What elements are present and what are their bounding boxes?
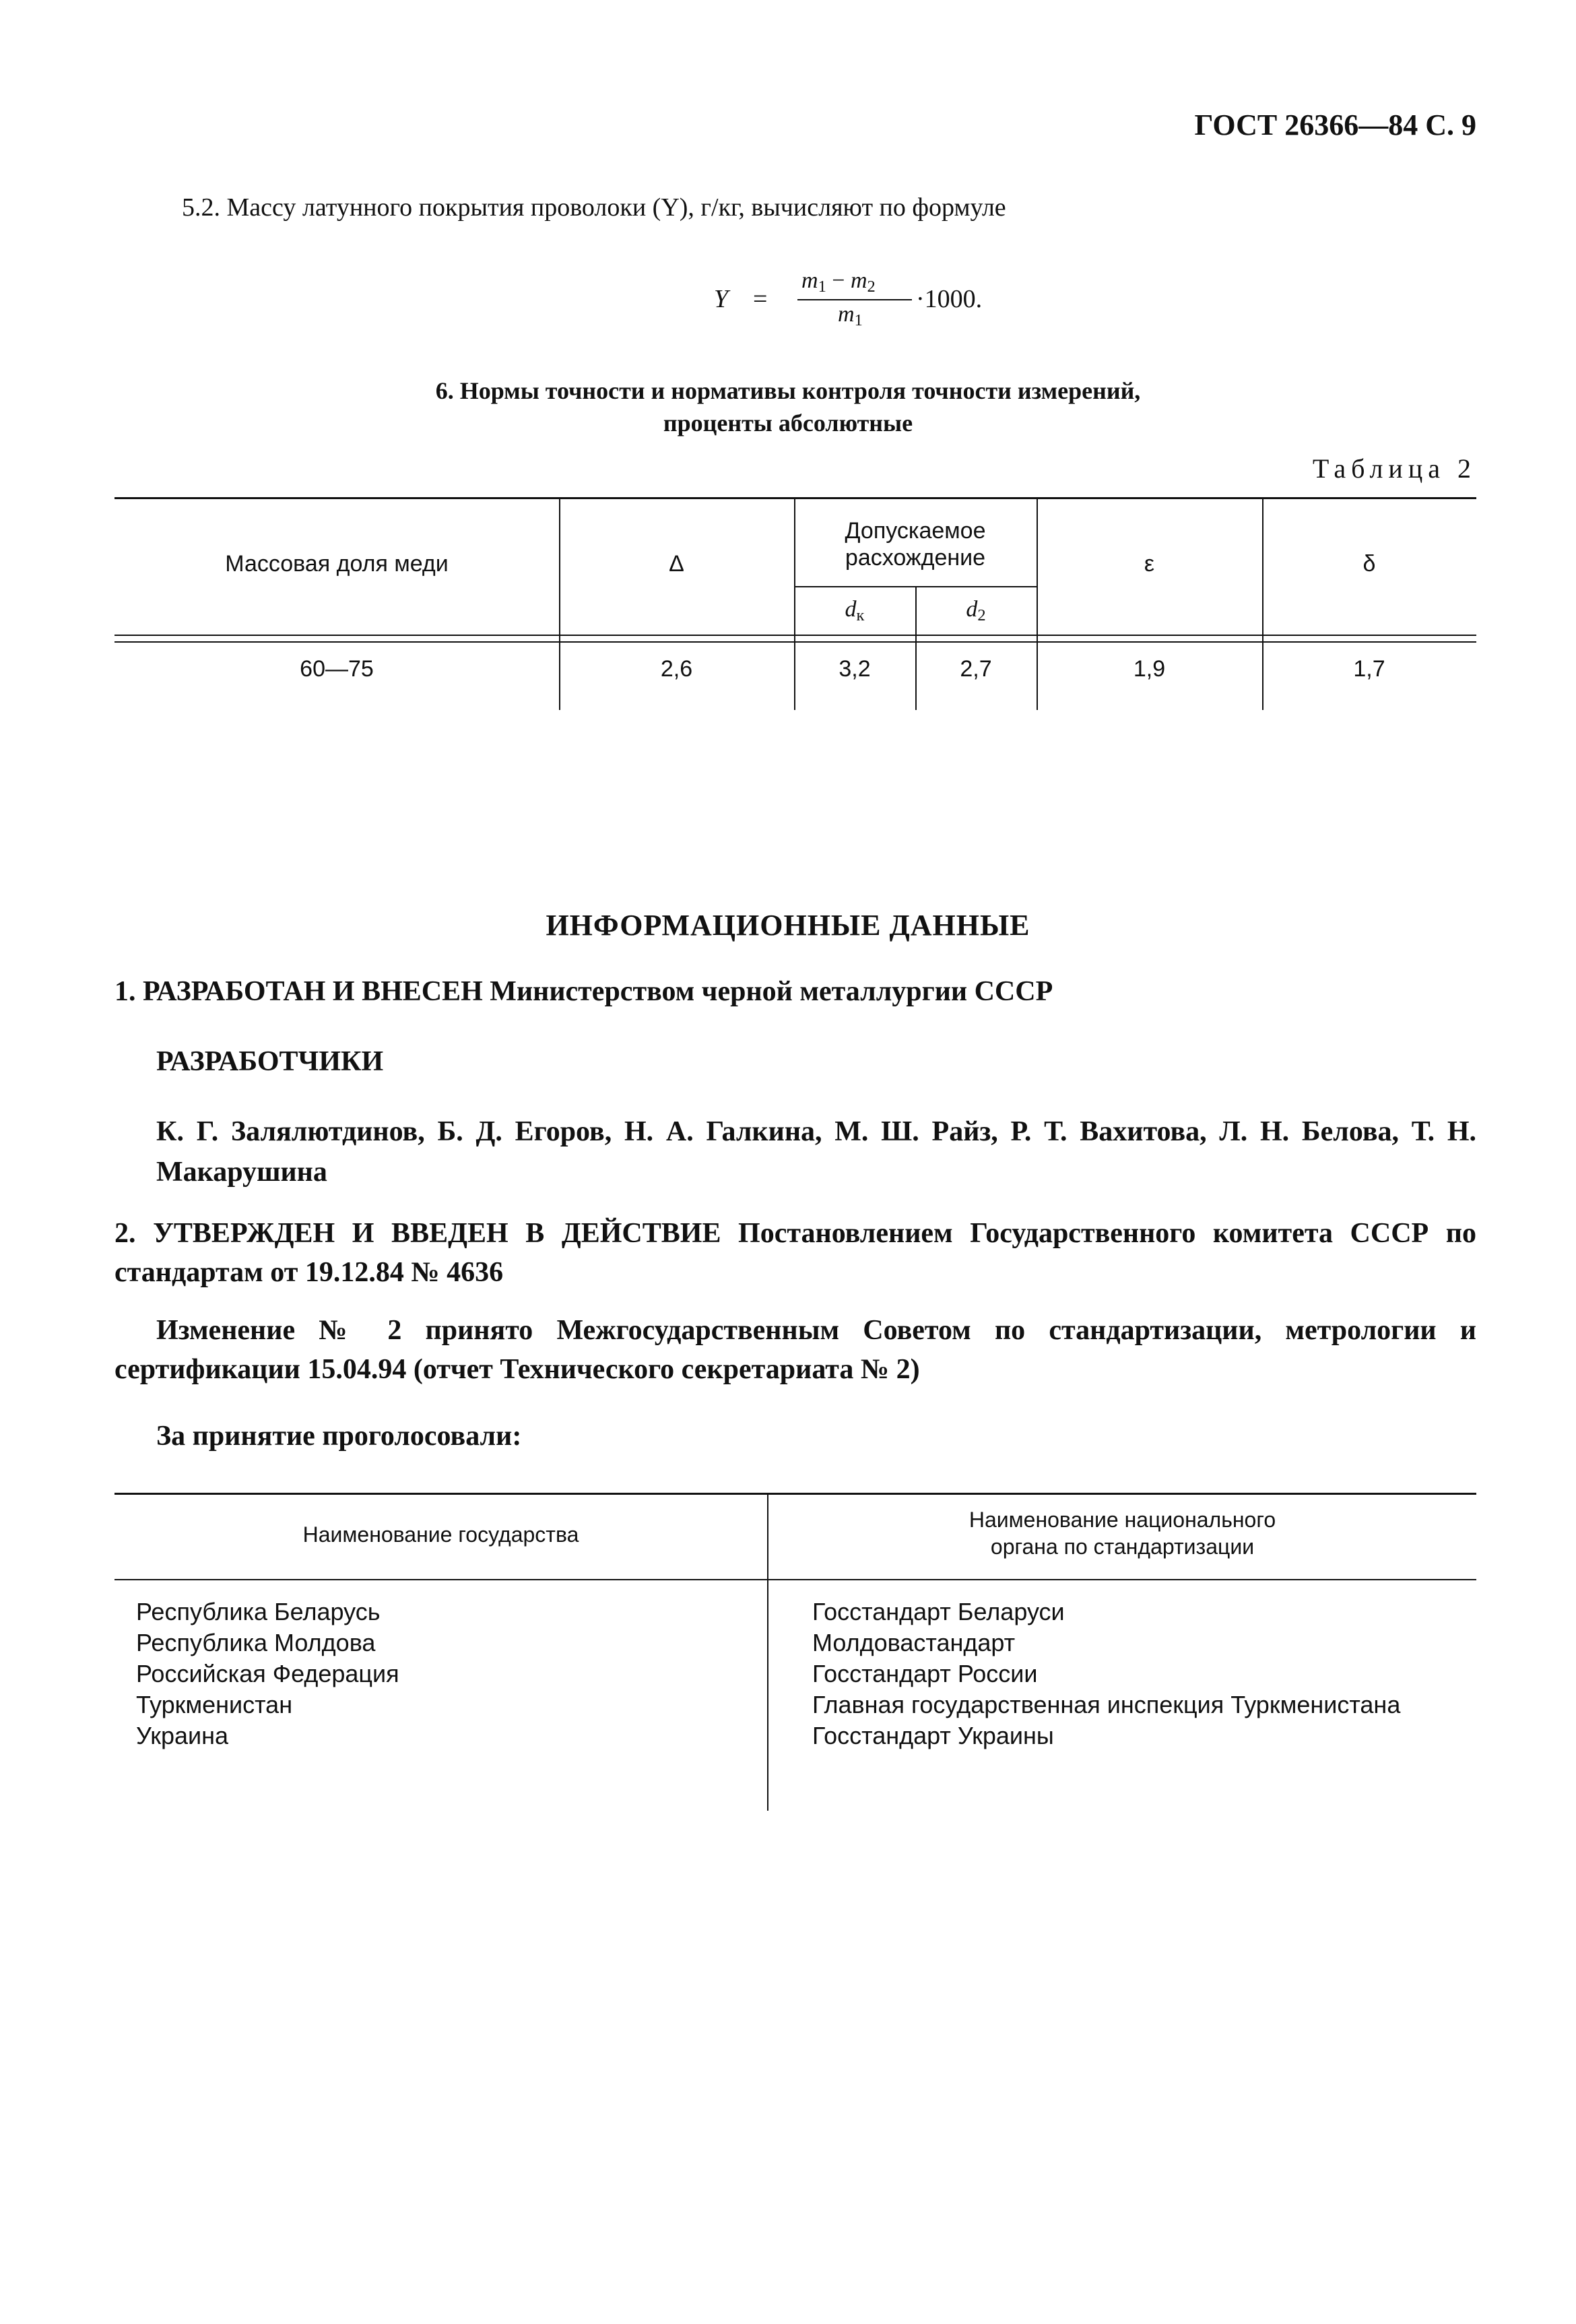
formula-eq: = (753, 285, 768, 313)
header-allowed-discrepancy: Допускаемое расхождение (845, 518, 986, 571)
header-delta-small: δ (1362, 551, 1376, 577)
list-item: Российская Федерация (136, 1660, 399, 1687)
header-dk: $d_к$ (845, 597, 865, 625)
table-rule (114, 497, 1476, 499)
page-header-ref: ГОСТ 26366—84 С. 9 (1194, 108, 1476, 141)
formula-lhs: Y (714, 285, 729, 313)
list-item: Молдовастандарт (812, 1629, 1016, 1656)
list-item: Украина (136, 1722, 229, 1749)
list-item: Республика Беларусь (136, 1598, 381, 1625)
cell-epsilon: 1,9 (1133, 656, 1166, 682)
voted-label: За принятие проголосовали: (156, 1421, 522, 1452)
table-rule (114, 635, 1476, 636)
cell-mass-fraction: 60—75 (300, 656, 374, 682)
formula-fraction-bar (797, 299, 912, 300)
states-list (136, 1596, 399, 1751)
info-item-1: 1. РАЗРАБОТАН И ВНЕСЕН Министерством черной металлургии СССР (114, 976, 1053, 1007)
developers-label: РАЗРАБОТЧИКИ (156, 1046, 384, 1077)
cell-delta-small: 1,7 (1353, 656, 1385, 682)
table-rule (114, 1579, 1476, 1580)
list-item: Главная государственная инспекция Туркменистана (812, 1691, 1401, 1718)
developers-list: К. Г. Залялютдинов, Б. Д. Егоров, Н. А. Галкина, М. Ш. Райз, Р. Т. Вахитова, Л. Н. Белова, Т. Н. Макарушина (156, 1116, 1476, 1188)
table-2-label: Таблица 2 (1312, 453, 1476, 484)
table-rule (114, 1493, 1476, 1495)
accuracy-table (114, 497, 1476, 710)
header-epsilon: ε (1144, 551, 1155, 577)
list-item: Госстандарт Беларуси (812, 1598, 1065, 1625)
formula-multiplier: ·1000. (916, 285, 983, 313)
info-item-2: 2. УТВЕРЖДЕН И ВВЕДЕН В ДЕЙСТВИЕ Постановлением Государственного комитета СССР по стандартам от 19.12.84 № 4636 (114, 1218, 1476, 1288)
formula-numerator: $m_1 - m_2$ (801, 268, 876, 296)
header-mass-fraction: Массовая доля меди (225, 551, 449, 577)
cell-delta: 2,6 (660, 656, 693, 682)
formula (714, 268, 997, 342)
section-6-heading: 6. Нормы точности и нормативы контроля точности измерений, проценты абсолютные (435, 377, 1141, 437)
header-d2: $d_2$ (966, 597, 986, 625)
header-standards-body: Наименование национального органа по стандартизации (968, 1508, 1276, 1559)
list-item: Республика Молдова (136, 1629, 376, 1656)
header-delta: Δ (669, 551, 684, 577)
list-item: Туркменистан (136, 1691, 293, 1718)
formula-denominator: $m_1$ (838, 302, 863, 330)
list-item: Госстандарт России (812, 1660, 1038, 1687)
header-state-name: Наименование государства (302, 1522, 579, 1547)
cell-dk: 3,2 (839, 656, 871, 682)
change-note: Изменение № 2 принято Межгосударственным Советом по стандартизации, метрологии и сертификации 15.04.94 (отчет Технического секретариата № 2) (114, 1315, 1476, 1385)
list-item: Госстандарт Украины (812, 1722, 1054, 1749)
table-rule (114, 641, 1476, 643)
standards-bodies-list (812, 1596, 1400, 1751)
clause-5-2: 5.2. Массу латунного покрытия проволоки (Y), г/кг, вычисляют по формуле (182, 193, 1006, 222)
info-title: ИНФОРМАЦИОННЫЕ ДАННЫЕ (546, 909, 1030, 942)
cell-d2: 2,7 (960, 656, 992, 682)
states-table (114, 1493, 1476, 1811)
